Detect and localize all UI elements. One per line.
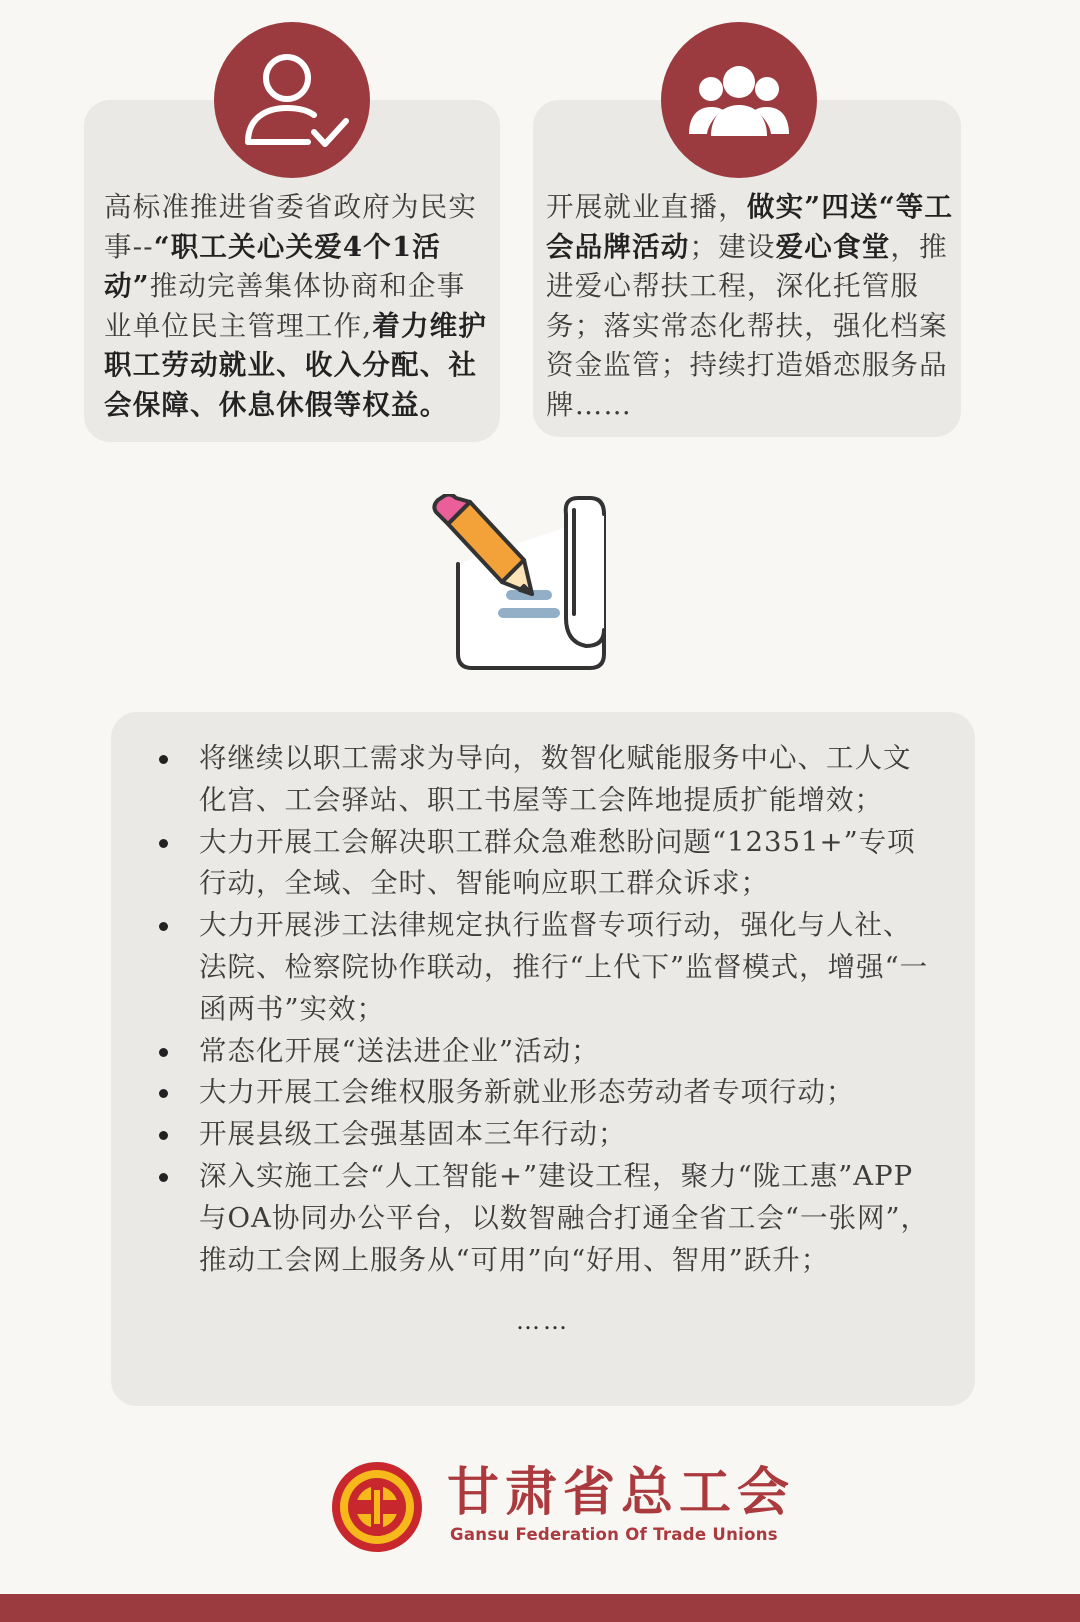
org-name-en: Gansu Federation Of Trade Unions xyxy=(450,1525,778,1544)
card-right-bold-1: 做实”四送“等工会品牌活动 xyxy=(546,191,954,263)
plan-item: 大力开展工会解决职工群众急难愁盼问题“12351+”专项行动，全域、全时、智能响应职工群众诉求； xyxy=(157,822,937,906)
card-right-text-3: ，推进爱心帮扶工程，深化托管服务；落实常态化帮扶，强化档案资金监管；持续打造婚恋服务品牌…… xyxy=(546,230,948,421)
bottom-bar xyxy=(0,1594,1080,1622)
card-right-text xyxy=(546,188,956,425)
card-left-text xyxy=(104,188,490,425)
plan-item: 深入实施工会“人工智能+”建设工程，聚力“陇工惠”APP与OA协同办公平台，以数智融合打通全省工会“一张网”，推动工会网上服务从“可用”向“好用、智用”跃升； xyxy=(157,1156,937,1281)
plan-item: 将继续以职工需求为导向，数智化赋能服务中心、工人文化宫、工会驿站、职工书屋等工会阵地提质扩能增效； xyxy=(157,738,937,822)
card-right-bold-2: 爱心食堂 xyxy=(775,230,891,263)
plans-card xyxy=(111,712,975,1406)
plan-item: 开展县级工会强基固本三年行动； xyxy=(157,1114,937,1156)
card-right-text-2: ；建设 xyxy=(689,230,776,263)
card-right-text-1: 开展就业直播， xyxy=(546,191,747,223)
plan-item: 大力开展工会维权服务新就业形态劳动者专项行动； xyxy=(157,1072,937,1114)
trade-union-emblem-icon xyxy=(330,1460,424,1554)
card-left-text-1: 高标准推进省委省政府为民实事-- xyxy=(104,191,478,263)
card-left-bold-1: “职工关心关爱4个1活动” xyxy=(104,230,441,302)
ellipsis: …… xyxy=(516,1307,570,1335)
org-name-cn: 甘肃省总工会 xyxy=(447,1462,796,1523)
plan-item: 常态化开展“送法进企业”活动； xyxy=(157,1031,937,1073)
plans-list xyxy=(157,738,937,1281)
card-left-text-2: 推动完善集体协商和企事业单位民主管理工作, xyxy=(104,270,466,342)
user-check-icon xyxy=(214,22,370,178)
card-left-bold-2: 着力维护职工劳动就业、收入分配、社会保障、休息休假等权益。 xyxy=(104,309,488,421)
pencil-document-icon xyxy=(428,494,620,672)
plan-item: 大力开展涉工法律规定执行监督专项行动，强化与人社、法院、检察院协作联动，推行“上代下”监督模式，增强“一函两书”实效； xyxy=(157,905,937,1030)
group-icon xyxy=(661,22,817,178)
